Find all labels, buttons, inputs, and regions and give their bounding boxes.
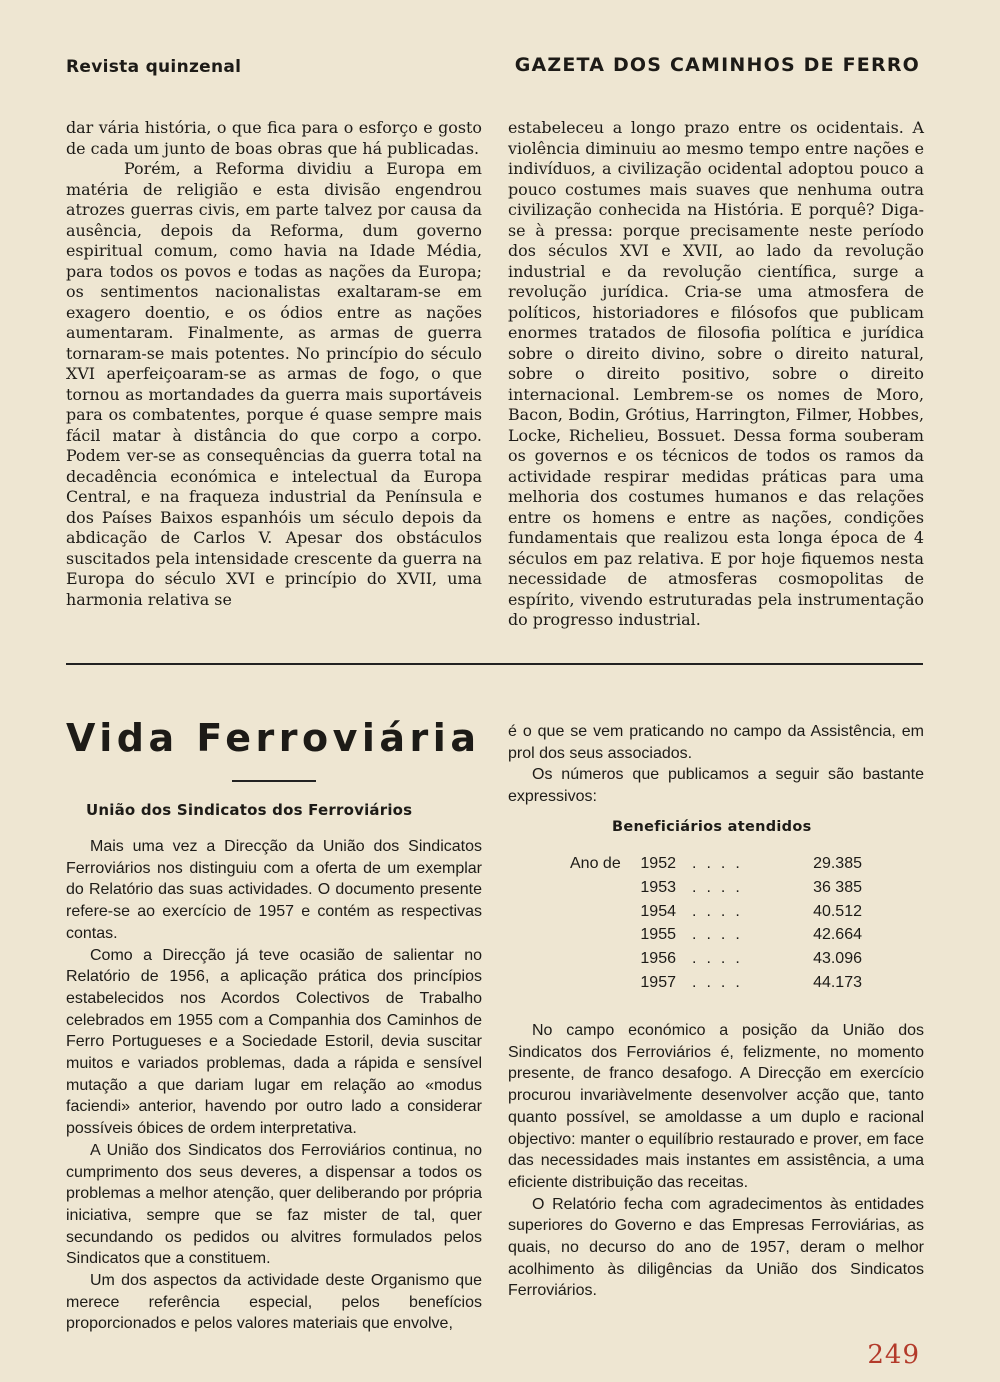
header-left: Revista quinzenal [66,57,242,77]
title-underline [232,780,316,782]
table-row [570,879,870,903]
header-right: GAZETA DOS CAMINHOS DE FERRO [514,54,920,76]
table-year: 1953 [640,878,676,896]
bottom-left-paragraph-4: Um dos aspectos da actividade deste Organismo que merece referência especial, pelos benefícios proporcionados e pelos valores materiais que envolve, [66,1272,482,1333]
table-prefix: Ano de [570,855,621,872]
table-leader-dots: .... [692,973,750,991]
bottom-right-paragraph-2: Os números que publicamos a seguir são bastante expressivos: [508,766,924,806]
table-value: 40.512 [813,902,862,920]
table-value: 42.664 [813,926,862,944]
bottom-article-right-column-top [508,721,924,808]
top-left-paragraph-2: Porém, a Reforma dividiu a Europa em matéria de religião e esta divisão engendrou atrozes guerras civis, em parte talvez por causa da ausência, depois da Reforma, dum governo espiritual comum, como havia na Idade Média, para todos os povos e todas as nações da Europa; os sentimentos nacionalistas exaltaram-se em exagero doentio, e os ódios entre as nações aumentaram. Finalmente, as armas de guerra tornaram-se mais potentes. No princípio do século XVI aperfeiçoaram-se as armas de fogo, o que tornou as mortandades da guerra mais suportáveis para os combatentes, porque é quase sempre mais fácil matar à distância do que corpo a corpo. Podem ver-se as consequências da guerra total na decadência económica e intelectual da Europa Central, e na fraqueza industrial da Península e dos Países Baixos espanhóis um século depois da abdicação de Carlos V. Apesar dos obstáculos suscitados pela intensidade crescente da guerra na Europa do século XVI e princípio do XVII, uma harmonia relativa se [66,159,482,609]
beneficiaries-table-title: Beneficiários atendidos [612,819,812,835]
page-number: 249 [867,1340,920,1370]
top-left-paragraph-1: dar vária história, o que fica para o esforço e gosto de cada um junto de boas obras que há publicadas. [66,118,482,158]
table-row [570,974,870,998]
bottom-right-paragraph-1: é o que se vem praticando no campo da Assistência, em prol dos seus associados. [508,723,924,762]
table-year: 1956 [640,950,676,968]
top-right-paragraph-1: estabeleceu a longo prazo entre os ocidentais. A violência diminuiu ao mesmo tempo entre nações e indivíduos, a civilização ocidental adoptou pouco a pouco costumes mais suaves que nenhuma outra civilização conhecida na História. E porquê? Diga-se à pressa: porque precisamente neste período dos séculos XVI e XVII, ao lado da revolução industrial e da revolução científica, surge a revolução jurídica. Cria-se uma atmosfera de políticos, historiadores e filósofos que publicam enormes tratados de filosofia política e jurídica sobre o direito divino, sobre o direito natural, sobre o direito positivo, sobre o direito internacional. Lembrem-se os nomes de Moro, Bacon, Bodin, Grótius, Harrington, Filmer, Hobbes, Locke, Richelieu, Bossuet. Dessa forma souberam os governos e os técnicos de todos os ramos da actividade respirar medidas práticas para uma melhoria dos costumes humanos e das relações entre os homens e entre as nações, condições fundamentais que realizou esta longa época de 4 séculos em paz relativa. E por hoje fiquemos nesta necessidade de atmosferas cosmopolitas de espírito, vivendo estruturadas pela instrumentação do progresso industrial. [508,118,924,629]
table-value: 44.173 [813,973,862,991]
table-value: 36 385 [813,878,862,896]
table-value: 29.385 [813,855,862,872]
top-article-right-column [508,118,924,631]
bottom-right-paragraph-4: O Relatório fecha com agradecimentos às entidades superiores do Governo e das Empresas Ferroviárias, as quais, no decurso do ano de 1957, deram o melhor acolhimento às diligências da União dos Sindicatos Ferroviários. [508,1195,924,1300]
table-row [570,926,870,950]
table-year: 1952 [640,855,676,872]
table-leader-dots: .... [692,902,750,920]
article-subtitle: União dos Sindicatos dos Ferroviários [86,801,413,819]
table-leader-dots: .... [692,878,750,896]
bottom-article-left-column [66,836,482,1335]
bottom-article-right-column-bottom [508,1020,924,1302]
bottom-left-paragraph-2: Como a Direcção já teve ocasião de salientar no Relatório de 1956, a aplicação prática dos princípios estabelecidos nos Acordos Colectivos de Trabalho celebrados em 1955 com a Companhia dos Caminhos de Ferro Portugueses e a Sociedade Estoril, devia suscitar muitos e variados problemas, dada a rápida e sensível mutação a que dariam lugar em relação ao «modus faciendi» anterior, havendo por outro lado a considerar possíveis óbices de ordem interpretativa. [66,946,482,1138]
bottom-right-paragraph-3: No campo económico a posição da União dos Sindicatos dos Ferroviários é, felizmente, no momento presente, de franco desafogo. A Direcção em exercício procurou invariàvelmente desenvolver acção que, tanto quanto possível, se amoldasse a um duplo e racional objectivo: manter o equilíbrio restaurado e prover, em face das necessidades mais instantes em assistência, a uma eficiente distribuição das receitas. [508,1022,924,1191]
bottom-left-paragraph-3: A União dos Sindicatos dos Ferroviários continua, no cumprimento dos seus deveres, a dispensar a todos os problemas a melhor atenção, quer deliberando por própria iniciativa, sempre que se faz mister de tal, quer secundando os pedidos ou alvitres formulados pelos Sindicatos que a constituem. [66,1141,482,1268]
table-row [570,950,870,974]
table-leader-dots: .... [692,926,750,944]
table-row [570,855,870,879]
table-leader-dots: .... [692,950,750,968]
table-year: 1955 [640,926,676,944]
table-row [570,903,870,927]
bottom-left-paragraph-1: Mais uma vez a Direcção da União dos Sindicatos Ferroviários nos distinguiu com a oferta de um exemplar do Relatório das suas actividades. O documento presente refere-se ao exercício de 1957 e contém as respectivas contas. [66,838,482,942]
table-value: 43.096 [813,950,862,968]
section-separator [66,663,923,665]
section-title: Vida Ferroviária [66,716,481,760]
top-article-left-column [66,118,482,610]
table-leader-dots: .... [692,855,750,872]
beneficiaries-table [570,855,870,998]
table-year: 1954 [640,902,676,920]
table-year: 1957 [640,973,676,991]
